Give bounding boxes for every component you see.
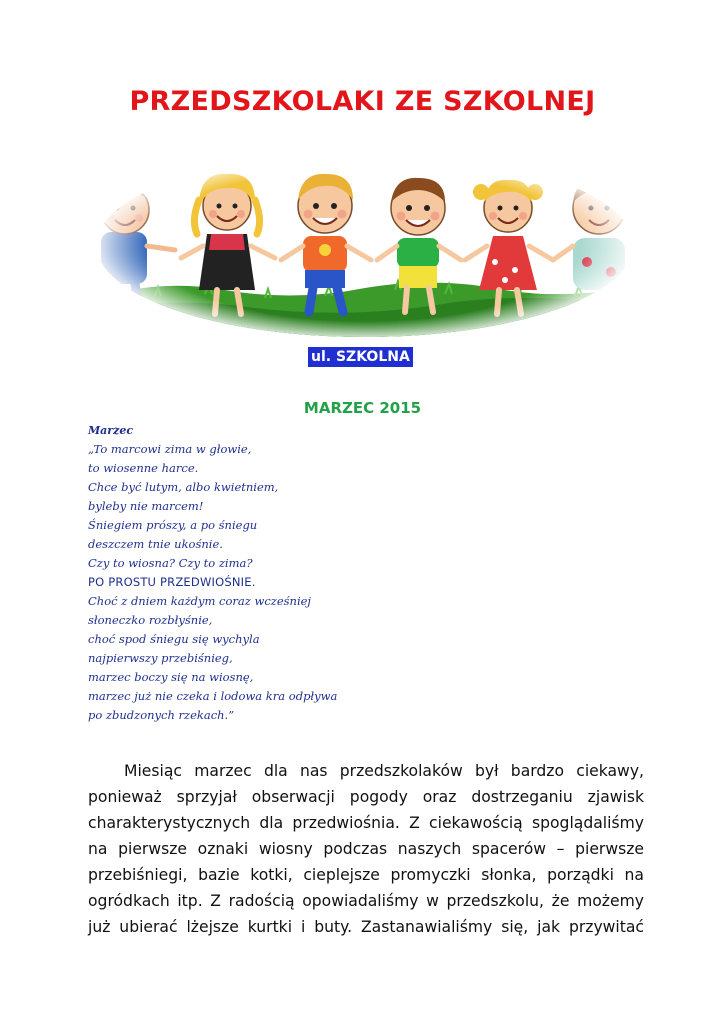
paragraph-line: ponieważ sprzyjał obserwacji pogody oraz dostrzeganiu zjawisk: [88, 788, 644, 806]
paragraph-line: Miesiąc marzec dla nas przedszkolaków był bardzo ciekawy,: [124, 762, 644, 780]
poem-line: Śniegiem prószy, a po śniegu: [88, 518, 258, 532]
paragraph-line: już ubierać lżejsze kurtki i buty. Zastanawialiśmy się, jak przywitać: [88, 918, 644, 936]
poem-line: marzec już nie czeka i lodowa kra odpływa: [88, 689, 338, 703]
poem-title: Marzec: [88, 424, 134, 437]
poem-line: choć spod śniegu się wychyla: [88, 632, 260, 646]
children-banner-illustration: [95, 150, 635, 340]
body-paragraph: [88, 758, 644, 940]
poem-line: „To marcowi zima w głowie,: [88, 442, 252, 456]
paragraph-line: ogródkach itp. Z radością opowiadaliśmy w przedszkolu, że możemy: [88, 892, 644, 910]
poem-line: marzec boczy się na wiosnę,: [88, 670, 254, 684]
poem-line: najpierwszy przebiśnieg,: [88, 651, 233, 665]
poem-line: słoneczko rozbłyśnie,: [88, 613, 213, 627]
poem-line: Choć z dniem każdym coraz wcześniej: [88, 594, 311, 608]
poem-line: PO PROSTU PRZEDWIOŚNIE.: [88, 575, 256, 589]
poem-line: Chce być lutym, albo kwietniem,: [88, 480, 279, 494]
poem-line: deszczem tnie ukośnie.: [88, 537, 223, 551]
month-heading: MARZEC 2015: [303, 399, 422, 417]
street-label: ul. SZKOLNA: [308, 347, 413, 367]
poem: [88, 424, 337, 725]
paragraph-line: przebiśniegi, bazie kotki, cieplejsze promyczki słonka, porządki na: [88, 866, 644, 884]
page-title: PRZEDSZKOLAKI ZE SZKOLNEJ: [129, 86, 596, 117]
poem-line: po zbudzonych rzekach.”: [88, 708, 235, 722]
paragraph-line: na pierwsze oznaki wiosny podczas naszych spacerów – pierwsze: [88, 840, 644, 858]
poem-line: Czy to wiosna? Czy to zima?: [88, 556, 253, 570]
poem-line: byleby nie marcem!: [88, 499, 204, 513]
poem-line: to wiosenne harce.: [88, 461, 199, 475]
paragraph-line: charakterystycznych dla przedwiośnia. Z ciekawością spoglądaliśmy: [88, 814, 644, 832]
